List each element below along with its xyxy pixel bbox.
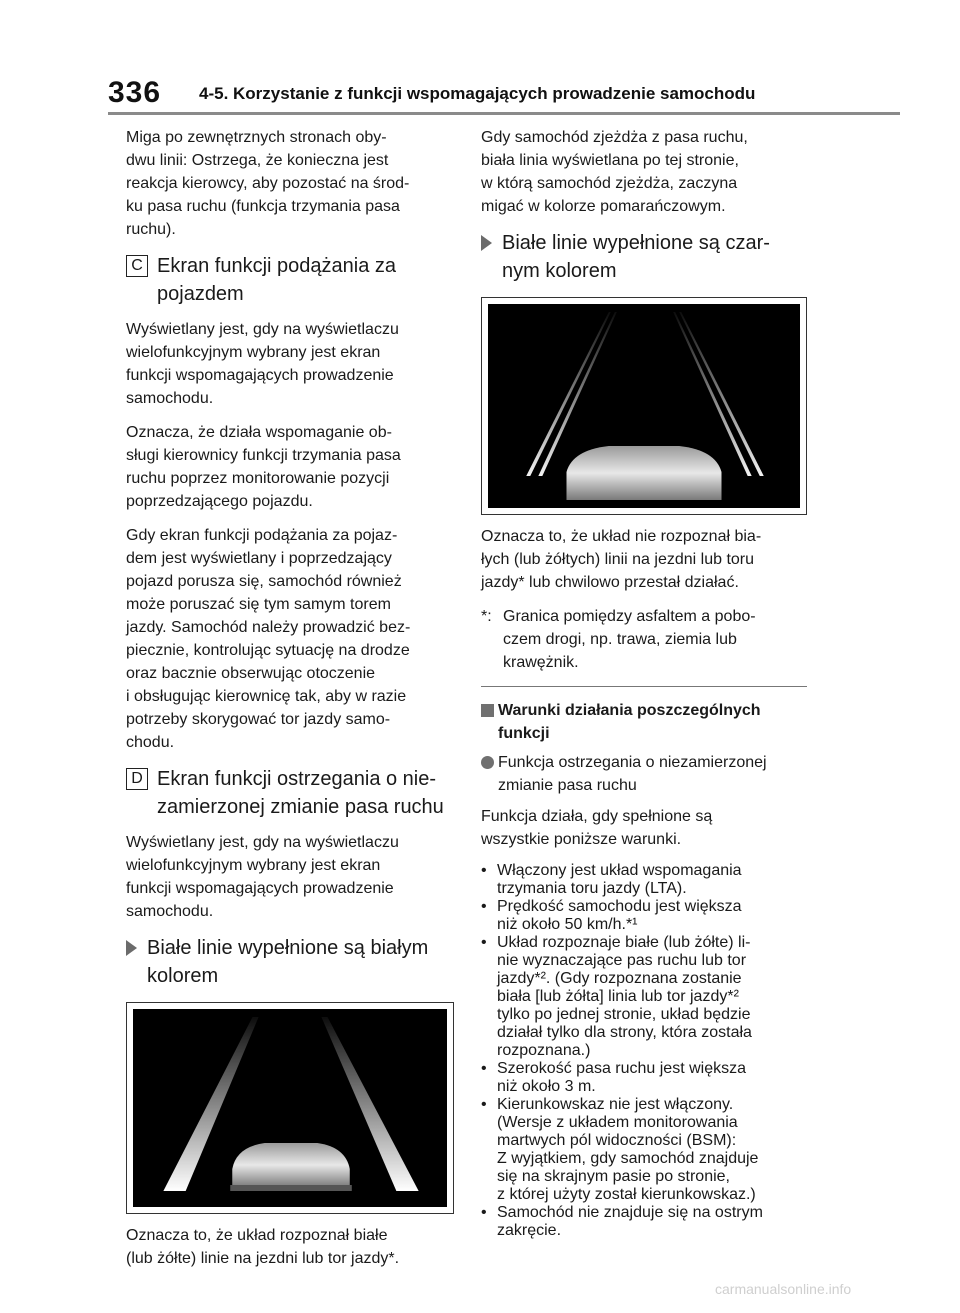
sub-heading-white-text: Białe linie wypełnione są białym kolorem: [147, 937, 429, 987]
lane-illustration-black: [488, 304, 800, 508]
list-item: • Prędkość samochodu jest większa niż około 50 km/h.*¹: [481, 898, 742, 933]
page-header: [0, 0, 960, 118]
sub-heading-black-text: Białe linie wypełnione są czar- nym kolorem: [502, 232, 770, 282]
circle-bullet-icon: [481, 756, 494, 769]
conditions-heading-text: Warunki działania poszczególnych funkcji: [498, 702, 761, 742]
lane-illustration-white: [133, 1009, 447, 1207]
car-silhouette: [232, 1143, 349, 1187]
page-number: 336: [108, 76, 162, 109]
function-heading: [481, 751, 807, 797]
car-silhouette: [567, 446, 722, 500]
list-item: • Włączony jest układ wspomagania trzymania toru jazdy (LTA).: [481, 862, 742, 897]
section-divider: [481, 686, 807, 687]
heading-c: [126, 252, 454, 308]
letter-d-box: D: [126, 768, 148, 790]
list-item: • Układ rozpoznaje białe (lub żółte) li- nie wyznaczające pas ruchu lub tor jazdy*². (Gdy rozpoznana zostanie biała [lub żółta] linia lub tor jazdy*² tylko po jednej stronie, układ będzie działał tylko dla strony, która została rozpoznana.): [481, 934, 752, 1059]
left-column: [126, 126, 454, 1281]
paragraph-c2: Oznacza, że działa wspomaganie ob- sługi kierownicy funkcji trzymania pasa ruchu poprzez monitorowanie pozycji poprzedzającego pojazdu.: [126, 424, 401, 510]
footnote-text: Granica pomiędzy asfaltem a pobo- czem drogi, np. trawa, ziemia lub krawężnik.: [503, 608, 756, 671]
caption-white-lines: Oznacza to, że układ rozpoznał białe (lub żółte) linie na jezdni lub tor jazdy*.: [126, 1227, 400, 1267]
header-rule: [108, 112, 900, 115]
caption-black-lines: Oznacza to, że układ nie rozpoznał bia- łych (lub żółtych) linii na jezdni lub toru jazdy* lub chwilowo przestał działać.: [481, 528, 762, 591]
car-shadow: [230, 1185, 352, 1191]
conditions-list: [481, 862, 807, 1240]
lane-display-white-lines: [133, 1009, 447, 1207]
watermark: carmanualsonline.info: [715, 1281, 852, 1297]
heading-c-text: Ekran funkcji podążania za pojazdem: [157, 255, 397, 305]
paragraph-c3: Gdy ekran funkcji podążania za pojaz- dem jest wyświetlany i poprzedzający pojazd porusza się, samochód również może poruszać się tym samym torem jazdy. Samochód należy prowadzić bez- piecznie, kontrolując sytuację na drodze oraz bacznie obserwując otoczenie i obsługując kierownicę tak, aby w razie potrzeby skorygować tor jazdy samo- chodu.: [126, 527, 411, 751]
heading-d-text: Ekran funkcji ostrzegania o nie- zamierzonej zmianie pasa ruchu: [157, 768, 444, 818]
paragraph-r1: Gdy samochód zjeżdża z pasa ruchu, biała linia wyświetlana po tej stronie, w którą samochód zjeżdża, zaczyna migać w kolorze pomarańczowym.: [481, 129, 748, 215]
footnote-mark: *:: [481, 608, 492, 625]
figure-white-lines: [126, 1002, 454, 1214]
function-heading-text: Funkcja ostrzegania o niezamierzonej zmianie pasa ruchu: [498, 754, 767, 794]
conditions-heading: [481, 699, 807, 745]
right-column: [481, 126, 807, 1240]
sub-heading-black-lines: [481, 229, 807, 285]
paragraph-d1: Wyświetlany jest, gdy na wyświetlaczu wielofunkcyjnym wybrany jest ekran funkcji wspomagających prowadzenie samochodu.: [126, 834, 399, 920]
list-item: • Kierunkowskaz nie jest włączony. (Wersje z układem monitorowania martwych pól widoczności (BSM): Z wyjątkiem, gdy samochód znajduje się na skrajnym pasie po stronie, z której użyty został kierunkowskaz.): [481, 1096, 759, 1203]
section-title: 4-5. Korzystanie z funkcji wspomagających prowadzenie samochodu: [199, 84, 756, 103]
sub-heading-white-lines: [126, 934, 454, 990]
letter-c-box: C: [126, 255, 148, 277]
list-item: • Szerokość pasa ruchu jest większa niż około 3 m.: [481, 1060, 746, 1095]
square-bullet-icon: [481, 704, 494, 717]
list-item: • Samochód nie znajduje się na ostrym zakręcie.: [481, 1204, 763, 1239]
paragraph-c1: Wyświetlany jest, gdy na wyświetlaczu wielofunkcyjnym wybrany jest ekran funkcji wspomagających prowadzenie samochodu.: [126, 321, 399, 407]
arrow-right-icon: [481, 235, 492, 251]
intro-paragraph: Miga po zewnętrznych stronach oby- dwu linii: Ostrzega, że konieczna jest reakcja kierowcy, aby pozostać na środ- ku pasa ruchu (funkcja trzymania pasa ruchu).: [126, 129, 410, 238]
lane-display-black-lines: [488, 304, 800, 508]
conditions-intro: Funkcja działa, gdy spełnione są wszystkie poniższe warunki.: [481, 808, 713, 848]
footnote: [481, 605, 807, 674]
figure-black-lines: [481, 297, 807, 515]
arrow-right-icon: [126, 940, 137, 956]
heading-d: [126, 765, 454, 821]
